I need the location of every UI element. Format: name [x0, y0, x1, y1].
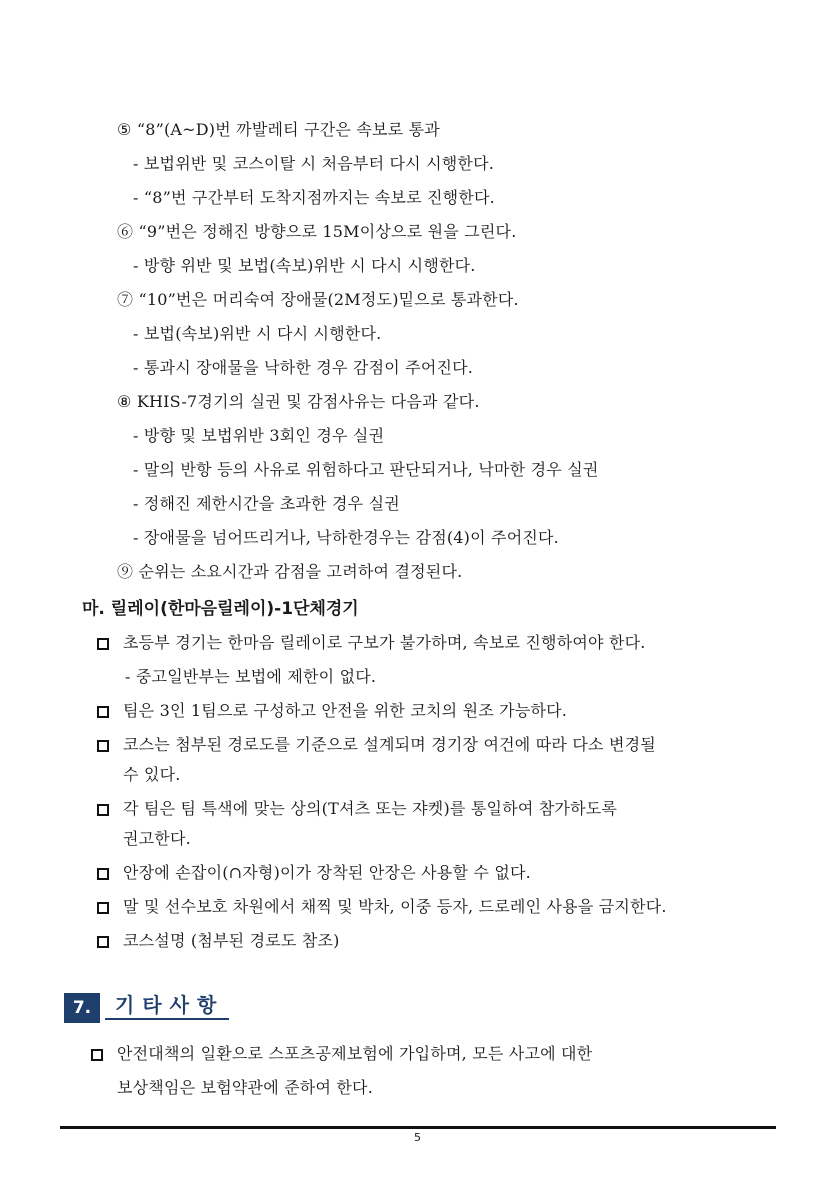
checkbox-bullet-icon	[97, 638, 109, 650]
text-line: 안장에 손잡이(∩자형)이가 장착된 안장은 사용할 수 없다.	[123, 863, 531, 882]
text-line: - 보법위반 및 코스이탈 시 처음부터 다시 시행한다.	[133, 154, 495, 173]
checkbox-bullet-icon	[97, 804, 109, 816]
section-number-badge: 7.	[64, 993, 100, 1023]
text-line: - 중고일반부는 보법에 제한이 없다.	[125, 667, 377, 686]
text-line: 팀은 3인 1팀으로 구성하고 안전을 위한 코치의 원조 가능하다.	[123, 701, 568, 720]
text-line: - 말의 반항 등의 사유로 위험하다고 판단되거나, 낙마한 경우 실권	[133, 460, 599, 479]
checkbox-bullet-icon	[97, 902, 109, 914]
text-line: 코스설명 (첨부된 경로도 참조)	[123, 931, 340, 950]
checkbox-bullet-icon	[97, 706, 109, 718]
text-line: ⑤ “8”(A~D)번 까발레티 구간은 속보로 통과	[117, 120, 440, 139]
section-title: 기타사항	[105, 990, 229, 1020]
text-line: 코스는 첨부된 경로도를 기준으로 설계되며 경기장 여건에 따라 다소 변경될	[123, 735, 656, 754]
checkbox-bullet-icon	[97, 740, 109, 752]
text-line: - “8”번 구간부터 도착지점까지는 속보로 진행한다.	[133, 188, 495, 207]
text-line: 각 팀은 팀 특색에 맞는 상의(T셔츠 또는 쟈켓)를 통일하여 참가하도록	[123, 799, 618, 818]
text-line: - 통과시 장애물을 낙하한 경우 감점이 주어진다.	[133, 358, 474, 377]
checkbox-bullet-icon	[97, 936, 109, 948]
text-line: - 방향 및 보법위반 3회인 경우 실권	[133, 426, 385, 445]
text-line: 초등부 경기는 한마음 릴레이로 구보가 불가하며, 속보로 진행하여야 한다.	[123, 633, 646, 652]
text-line: 수 있다.	[123, 765, 181, 784]
text-line: - 정해진 제한시간을 초과한 경우 실권	[133, 494, 400, 513]
footer-rule	[60, 1126, 776, 1129]
text-line: 말 및 선수보호 차원에서 채찍 및 박차, 이중 등자, 드로레인 사용을 금지한다.	[123, 897, 667, 916]
checkbox-bullet-icon	[97, 868, 109, 880]
page-number: 5	[414, 1131, 421, 1144]
text-line: ⑧ KHIS-7경기의 실권 및 감점사유는 다음과 같다.	[117, 392, 480, 411]
text-line: 보상책임은 보험약관에 준하여 한다.	[117, 1078, 373, 1097]
text-line: ⑥ “9”번은 정해진 방향으로 15M이상으로 원을 그린다.	[117, 222, 517, 241]
text-line: - 장애물을 넘어뜨리거나, 낙하한경우는 감점(4)이 주어진다.	[133, 528, 559, 547]
text-line: - 보법(속보)위반 시 다시 시행한다.	[133, 324, 382, 343]
text-line: 권고한다.	[123, 829, 191, 848]
section-heading: 마. 릴레이(한마음릴레이)-1단체경기	[82, 599, 359, 619]
text-line: ⑦ “10”번은 머리숙여 장애물(2M정도)밑으로 통과한다.	[117, 290, 519, 309]
checkbox-bullet-icon	[91, 1049, 103, 1061]
text-line: - 방향 위반 및 보법(속보)위반 시 다시 시행한다.	[133, 256, 476, 275]
text-line: 안전대책의 일환으로 스포츠공제보험에 가입하며, 모든 사고에 대한	[117, 1044, 593, 1063]
text-line: ⑨ 순위는 소요시간과 감점을 고려하여 결정된다.	[117, 562, 463, 581]
